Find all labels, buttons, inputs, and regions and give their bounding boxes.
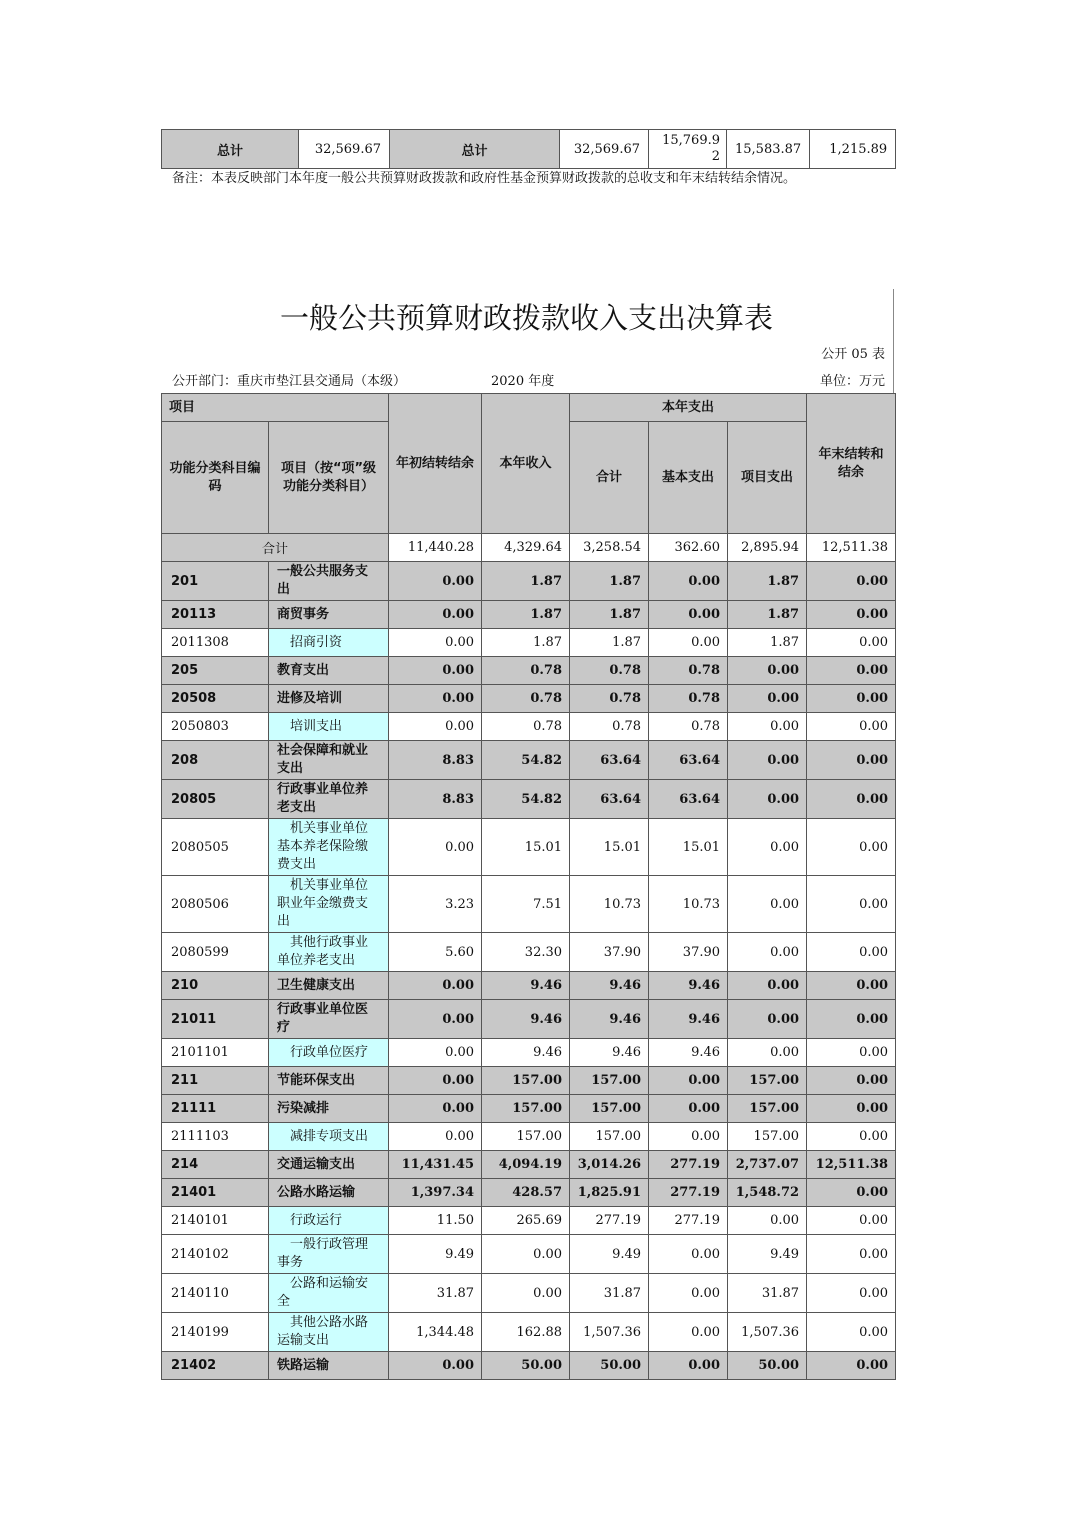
- row-income: 1.87: [482, 601, 570, 629]
- row-closing: 0.00: [807, 1207, 896, 1235]
- row-income: 9.46: [482, 1000, 570, 1039]
- row-code: 2080506: [162, 876, 269, 933]
- header-closing: 年末结转和结余: [807, 394, 896, 534]
- row-opening: 0.00: [389, 972, 482, 1000]
- summary-value-4: 15,583.87: [727, 130, 810, 169]
- row-name: 教育支出: [269, 657, 389, 685]
- row-name: 交通运输支出: [269, 1151, 389, 1179]
- row-project: 0.00: [728, 1039, 807, 1067]
- total-row: [162, 534, 896, 562]
- row-basic: 0.00: [649, 629, 728, 657]
- row-closing: 0.00: [807, 972, 896, 1000]
- row-opening: 1,344.48: [389, 1313, 482, 1352]
- row-name: 招商引资: [269, 629, 389, 657]
- summary-value-3: 15,769.92: [649, 130, 727, 169]
- row-expense: 277.19: [570, 1207, 649, 1235]
- row-code: 2050803: [162, 713, 269, 741]
- row-opening: 11.50: [389, 1207, 482, 1235]
- row-project: 0.00: [728, 1000, 807, 1039]
- row-closing: 0.00: [807, 1039, 896, 1067]
- row-closing: 0.00: [807, 562, 896, 601]
- row-income: 162.88: [482, 1313, 570, 1352]
- total-expense: 3,258.54: [570, 534, 649, 562]
- row-expense: 50.00: [570, 1352, 649, 1380]
- row-name: 其他行政事业单位养老支出: [269, 933, 389, 972]
- total-project: 2,895.94: [728, 534, 807, 562]
- table-row: [162, 780, 896, 819]
- row-opening: 0.00: [389, 1067, 482, 1095]
- row-income: 157.00: [482, 1123, 570, 1151]
- table-row: [162, 1235, 896, 1274]
- row-project: 0.00: [728, 819, 807, 876]
- row-expense: 1.87: [570, 562, 649, 601]
- row-expense: 157.00: [570, 1123, 649, 1151]
- row-opening: 0.00: [389, 819, 482, 876]
- row-code: 2140199: [162, 1313, 269, 1352]
- header-income: 本年收入: [482, 394, 570, 534]
- row-basic: 0.78: [649, 685, 728, 713]
- row-opening: 0.00: [389, 1123, 482, 1151]
- row-closing: 0.00: [807, 657, 896, 685]
- row-closing: 0.00: [807, 713, 896, 741]
- table-row: [162, 713, 896, 741]
- row-code: 21111: [162, 1095, 269, 1123]
- row-income: 1.87: [482, 629, 570, 657]
- row-income: 428.57: [482, 1179, 570, 1207]
- row-opening: 0.00: [389, 1352, 482, 1380]
- table-row: [162, 1207, 896, 1235]
- total-income: 4,329.64: [482, 534, 570, 562]
- row-closing: 0.00: [807, 1235, 896, 1274]
- total-opening: 11,440.28: [389, 534, 482, 562]
- row-name: 培训支出: [269, 713, 389, 741]
- row-name: 机关事业单位职业年金缴费支出: [269, 876, 389, 933]
- row-income: 54.82: [482, 741, 570, 780]
- row-closing: 0.00: [807, 601, 896, 629]
- row-name: 节能环保支出: [269, 1067, 389, 1095]
- row-closing: 0.00: [807, 1123, 896, 1151]
- table-row: [162, 1179, 896, 1207]
- row-expense: 0.78: [570, 657, 649, 685]
- row-basic: 0.00: [649, 1095, 728, 1123]
- page-border-line: [893, 289, 894, 394]
- row-closing: 0.00: [807, 780, 896, 819]
- row-income: 0.00: [482, 1235, 570, 1274]
- row-income: 0.78: [482, 657, 570, 685]
- header-basic: 基本支出: [649, 422, 728, 534]
- row-income: 50.00: [482, 1352, 570, 1380]
- row-closing: 0.00: [807, 1067, 896, 1095]
- row-basic: 9.46: [649, 972, 728, 1000]
- row-closing: 0.00: [807, 1000, 896, 1039]
- row-closing: 0.00: [807, 629, 896, 657]
- row-name: 公路和运输安全: [269, 1274, 389, 1313]
- budget-table: [161, 393, 896, 1380]
- row-project: 0.00: [728, 657, 807, 685]
- total-label: 合计: [162, 534, 389, 562]
- row-basic: 15.01: [649, 819, 728, 876]
- row-name: 商贸事务: [269, 601, 389, 629]
- row-income: 0.00: [482, 1274, 570, 1313]
- row-name: 减排专项支出: [269, 1123, 389, 1151]
- table-row: [162, 1000, 896, 1039]
- row-basic: 0.00: [649, 1235, 728, 1274]
- row-code: 2140110: [162, 1274, 269, 1313]
- table-row: [162, 1039, 896, 1067]
- department-label: 公开部门：重庆市垫江县交通局（本级）: [172, 374, 407, 389]
- header-opening: 年初结转结余: [389, 394, 482, 534]
- table-row: [162, 562, 896, 601]
- row-project: 0.00: [728, 933, 807, 972]
- row-expense: 9.46: [570, 972, 649, 1000]
- row-closing: 0.00: [807, 685, 896, 713]
- table-row: [162, 933, 896, 972]
- summary-table: [161, 129, 896, 169]
- row-income: 32.30: [482, 933, 570, 972]
- header-total: 合计: [570, 422, 649, 534]
- row-income: 9.46: [482, 972, 570, 1000]
- row-code: 210: [162, 972, 269, 1000]
- row-basic: 277.19: [649, 1207, 728, 1235]
- row-closing: 0.00: [807, 1313, 896, 1352]
- row-code: 2111103: [162, 1123, 269, 1151]
- row-code: 20508: [162, 685, 269, 713]
- row-project: 50.00: [728, 1352, 807, 1380]
- table-row: [162, 1123, 896, 1151]
- row-name: 社会保障和就业支出: [269, 741, 389, 780]
- row-name: 行政单位医疗: [269, 1039, 389, 1067]
- row-expense: 0.78: [570, 685, 649, 713]
- row-income: 157.00: [482, 1095, 570, 1123]
- row-expense: 9.46: [570, 1039, 649, 1067]
- row-income: 15.01: [482, 819, 570, 876]
- row-opening: 0.00: [389, 1000, 482, 1039]
- row-expense: 15.01: [570, 819, 649, 876]
- row-opening: 0.00: [389, 629, 482, 657]
- row-expense: 3,014.26: [570, 1151, 649, 1179]
- row-basic: 0.00: [649, 601, 728, 629]
- row-name: 一般行政管理事务: [269, 1235, 389, 1274]
- remark-note: 备注：本表反映部门本年度一般公共预算财政拨款和政府性基金预算财政拨款的总收支和年末结转结余情况。: [172, 171, 797, 186]
- row-name: 铁路运输: [269, 1352, 389, 1380]
- row-code: 21401: [162, 1179, 269, 1207]
- table-row: [162, 1095, 896, 1123]
- header-item-name: 项目（按“项”级功能分类科目）: [269, 422, 389, 534]
- row-basic: 0.00: [649, 1352, 728, 1380]
- row-name: 行政事业单位养老支出: [269, 780, 389, 819]
- row-expense: 1,825.91: [570, 1179, 649, 1207]
- row-name: 进修及培训: [269, 685, 389, 713]
- row-opening: 0.00: [389, 1095, 482, 1123]
- unit-label: 单位：万元: [819, 374, 885, 389]
- row-code: 2011308: [162, 629, 269, 657]
- table-row: [162, 741, 896, 780]
- row-project: 0.00: [728, 713, 807, 741]
- row-closing: 12,511.38: [807, 1151, 896, 1179]
- row-income: 265.69: [482, 1207, 570, 1235]
- summary-value-right: 32,569.67: [560, 130, 649, 169]
- row-project: 0.00: [728, 741, 807, 780]
- row-name: 机关事业单位基本养老保险缴费支出: [269, 819, 389, 876]
- table-row: [162, 657, 896, 685]
- row-opening: 3.23: [389, 876, 482, 933]
- row-income: 7.51: [482, 876, 570, 933]
- table-row: [162, 1067, 896, 1095]
- table-row: [162, 685, 896, 713]
- row-expense: 10.73: [570, 876, 649, 933]
- row-opening: 0.00: [389, 601, 482, 629]
- row-opening: 8.83: [389, 780, 482, 819]
- table-row: [162, 972, 896, 1000]
- row-expense: 63.64: [570, 780, 649, 819]
- row-code: 21011: [162, 1000, 269, 1039]
- row-name: 其他公路水路运输支出: [269, 1313, 389, 1352]
- row-code: 2080599: [162, 933, 269, 972]
- row-project: 0.00: [728, 780, 807, 819]
- row-name: 污染减排: [269, 1095, 389, 1123]
- table-code: 公开 05 表: [821, 347, 885, 362]
- header-row-1: [162, 394, 896, 422]
- row-income: 157.00: [482, 1067, 570, 1095]
- row-code: 208: [162, 741, 269, 780]
- row-opening: 11,431.45: [389, 1151, 482, 1179]
- total-closing: 12,511.38: [807, 534, 896, 562]
- row-basic: 10.73: [649, 876, 728, 933]
- row-basic: 0.00: [649, 1274, 728, 1313]
- row-income: 0.78: [482, 713, 570, 741]
- summary-value-left: 32,569.67: [299, 130, 390, 169]
- year-label: 2020 年度: [491, 374, 555, 389]
- row-basic: 277.19: [649, 1151, 728, 1179]
- table-row: [162, 819, 896, 876]
- row-income: 9.46: [482, 1039, 570, 1067]
- row-project: 1,548.72: [728, 1179, 807, 1207]
- total-basic: 362.60: [649, 534, 728, 562]
- row-project: 0.00: [728, 876, 807, 933]
- row-opening: 31.87: [389, 1274, 482, 1313]
- table-row: [162, 1274, 896, 1313]
- row-opening: 1,397.34: [389, 1179, 482, 1207]
- row-code: 20113: [162, 601, 269, 629]
- row-basic: 37.90: [649, 933, 728, 972]
- row-income: 54.82: [482, 780, 570, 819]
- row-opening: 5.60: [389, 933, 482, 972]
- row-basic: 9.46: [649, 1000, 728, 1039]
- row-expense: 0.78: [570, 713, 649, 741]
- row-closing: 0.00: [807, 1179, 896, 1207]
- row-income: 1.87: [482, 562, 570, 601]
- row-basic: 0.78: [649, 657, 728, 685]
- table-row: [162, 876, 896, 933]
- row-basic: 63.64: [649, 780, 728, 819]
- row-basic: 63.64: [649, 741, 728, 780]
- row-closing: 0.00: [807, 1274, 896, 1313]
- row-code: 2140101: [162, 1207, 269, 1235]
- row-project: 0.00: [728, 972, 807, 1000]
- table-row: [162, 629, 896, 657]
- row-closing: 0.00: [807, 819, 896, 876]
- table-row: [162, 1313, 896, 1352]
- row-code: 211: [162, 1067, 269, 1095]
- table-row: [162, 1352, 896, 1380]
- row-income: 0.78: [482, 685, 570, 713]
- header-project: 项目: [162, 394, 389, 422]
- summary-value-5: 1,215.89: [810, 130, 896, 169]
- row-code: 21402: [162, 1352, 269, 1380]
- row-closing: 0.00: [807, 933, 896, 972]
- row-basic: 0.00: [649, 1123, 728, 1151]
- row-expense: 1.87: [570, 629, 649, 657]
- row-code: 2140102: [162, 1235, 269, 1274]
- row-project: 1.87: [728, 629, 807, 657]
- row-project: 157.00: [728, 1067, 807, 1095]
- row-opening: 0.00: [389, 562, 482, 601]
- row-project: 31.87: [728, 1274, 807, 1313]
- row-expense: 9.46: [570, 1000, 649, 1039]
- row-code: 205: [162, 657, 269, 685]
- row-income: 4,094.19: [482, 1151, 570, 1179]
- row-expense: 1.87: [570, 601, 649, 629]
- row-basic: 0.00: [649, 562, 728, 601]
- row-expense: 63.64: [570, 741, 649, 780]
- row-basic: 9.46: [649, 1039, 728, 1067]
- table-row: [162, 601, 896, 629]
- row-closing: 0.00: [807, 876, 896, 933]
- summary-row: [162, 130, 896, 169]
- row-expense: 31.87: [570, 1274, 649, 1313]
- row-opening: 0.00: [389, 657, 482, 685]
- row-code: 2080505: [162, 819, 269, 876]
- row-project: 157.00: [728, 1095, 807, 1123]
- table-row: [162, 1151, 896, 1179]
- row-project: 0.00: [728, 1207, 807, 1235]
- row-basic: 0.00: [649, 1313, 728, 1352]
- row-expense: 37.90: [570, 933, 649, 972]
- row-project: 9.49: [728, 1235, 807, 1274]
- header-func-code: 功能分类科目编码: [162, 422, 269, 534]
- row-opening: 9.49: [389, 1235, 482, 1274]
- row-project: 1,507.36: [728, 1313, 807, 1352]
- header-expense-group: 本年支出: [570, 394, 807, 422]
- row-closing: 0.00: [807, 1095, 896, 1123]
- row-project: 0.00: [728, 685, 807, 713]
- row-code: 214: [162, 1151, 269, 1179]
- row-name: 行政事业单位医疗: [269, 1000, 389, 1039]
- row-opening: 0.00: [389, 685, 482, 713]
- row-expense: 157.00: [570, 1095, 649, 1123]
- summary-label-left: 总计: [162, 130, 299, 169]
- row-code: 201: [162, 562, 269, 601]
- row-basic: 0.78: [649, 713, 728, 741]
- row-project: 157.00: [728, 1123, 807, 1151]
- row-name: 卫生健康支出: [269, 972, 389, 1000]
- row-project: 1.87: [728, 562, 807, 601]
- row-basic: 0.00: [649, 1067, 728, 1095]
- row-basic: 277.19: [649, 1179, 728, 1207]
- row-opening: 0.00: [389, 1039, 482, 1067]
- row-code: 2101101: [162, 1039, 269, 1067]
- page-title: 一般公共预算财政拨款收入支出决算表: [279, 301, 773, 335]
- summary-label-right: 总计: [390, 130, 560, 169]
- row-closing: 0.00: [807, 741, 896, 780]
- row-expense: 1,507.36: [570, 1313, 649, 1352]
- header-project-exp: 项目支出: [728, 422, 807, 534]
- row-project: 2,737.07: [728, 1151, 807, 1179]
- row-name: 一般公共服务支出: [269, 562, 389, 601]
- row-code: 20805: [162, 780, 269, 819]
- row-closing: 0.00: [807, 1352, 896, 1380]
- row-expense: 9.49: [570, 1235, 649, 1274]
- row-expense: 157.00: [570, 1067, 649, 1095]
- row-project: 1.87: [728, 601, 807, 629]
- row-opening: 0.00: [389, 713, 482, 741]
- row-name: 公路水路运输: [269, 1179, 389, 1207]
- row-opening: 8.83: [389, 741, 482, 780]
- row-name: 行政运行: [269, 1207, 389, 1235]
